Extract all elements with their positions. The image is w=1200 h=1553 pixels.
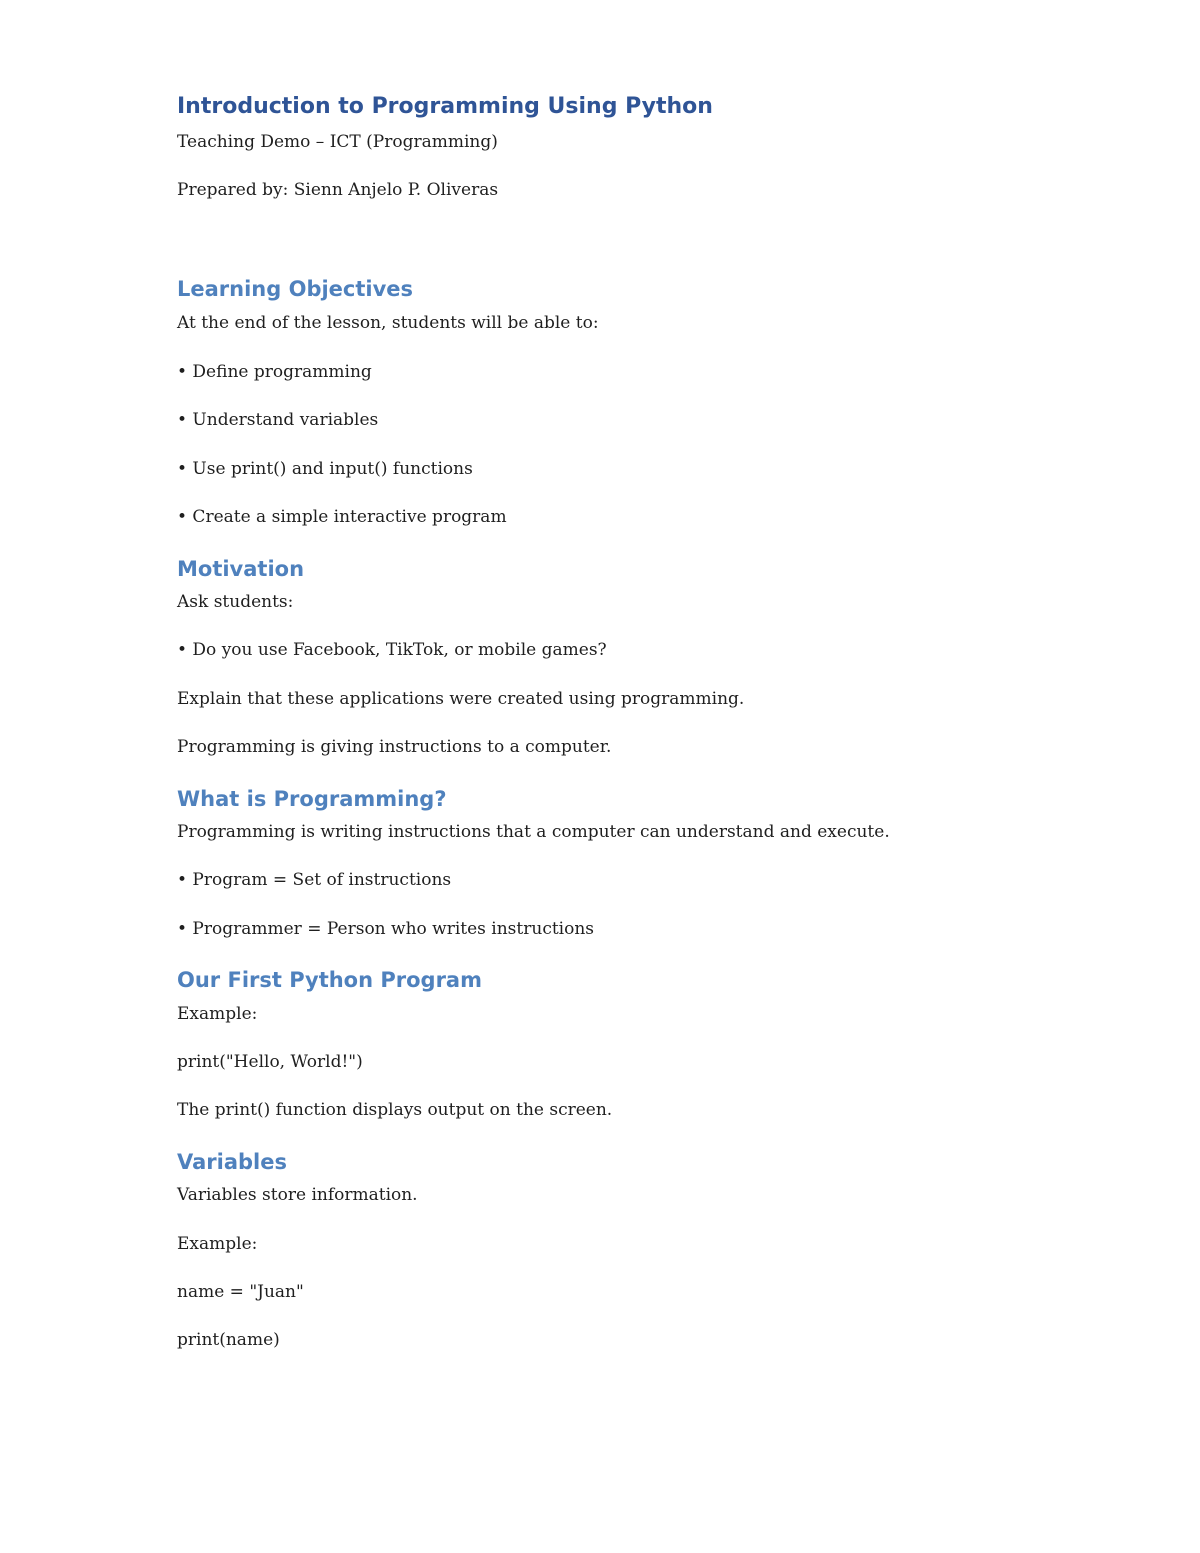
first-program-explanation: The print() function displays output on the screen.: [177, 1100, 613, 1120]
objective-item: • Define programming: [177, 362, 372, 382]
heading-motivation: Motivation: [177, 557, 305, 581]
heading-what-is-programming: What is Programming?: [177, 787, 447, 811]
example-label: Example:: [177, 1004, 258, 1024]
what-is-item: • Program = Set of instructions: [177, 870, 452, 890]
motivation-paragraph: Programming is giving instructions to a computer.: [177, 737, 612, 757]
heading-first-python-program: Our First Python Program: [177, 968, 482, 992]
code-example: print("Hello, World!"): [177, 1052, 363, 1072]
prepared-by: Prepared by: Sienn Anjelo P. Oliveras: [177, 180, 499, 200]
objective-item: • Understand variables: [177, 410, 379, 430]
document-subtitle: Teaching Demo – ICT (Programming): [177, 132, 498, 152]
what-is-intro: Programming is writing instructions that a computer can understand and execute.: [177, 822, 890, 842]
motivation-intro: Ask students:: [177, 592, 294, 612]
example-label: Example:: [177, 1234, 258, 1254]
objective-item: • Create a simple interactive program: [177, 507, 507, 527]
code-example: print(name): [177, 1330, 280, 1350]
motivation-item: • Do you use Facebook, TikTok, or mobile games?: [177, 640, 607, 660]
objectives-intro: At the end of the lesson, students will be able to:: [177, 313, 599, 333]
motivation-paragraph: Explain that these applications were created using programming.: [177, 689, 745, 709]
heading-learning-objectives: Learning Objectives: [177, 277, 414, 301]
objective-item: • Use print() and input() functions: [177, 459, 473, 479]
variables-intro: Variables store information.: [177, 1185, 418, 1205]
code-example: name = "Juan": [177, 1282, 304, 1302]
document-title: Introduction to Programming Using Python: [177, 94, 713, 119]
heading-variables: Variables: [177, 1150, 287, 1174]
what-is-item: • Programmer = Person who writes instructions: [177, 919, 595, 939]
